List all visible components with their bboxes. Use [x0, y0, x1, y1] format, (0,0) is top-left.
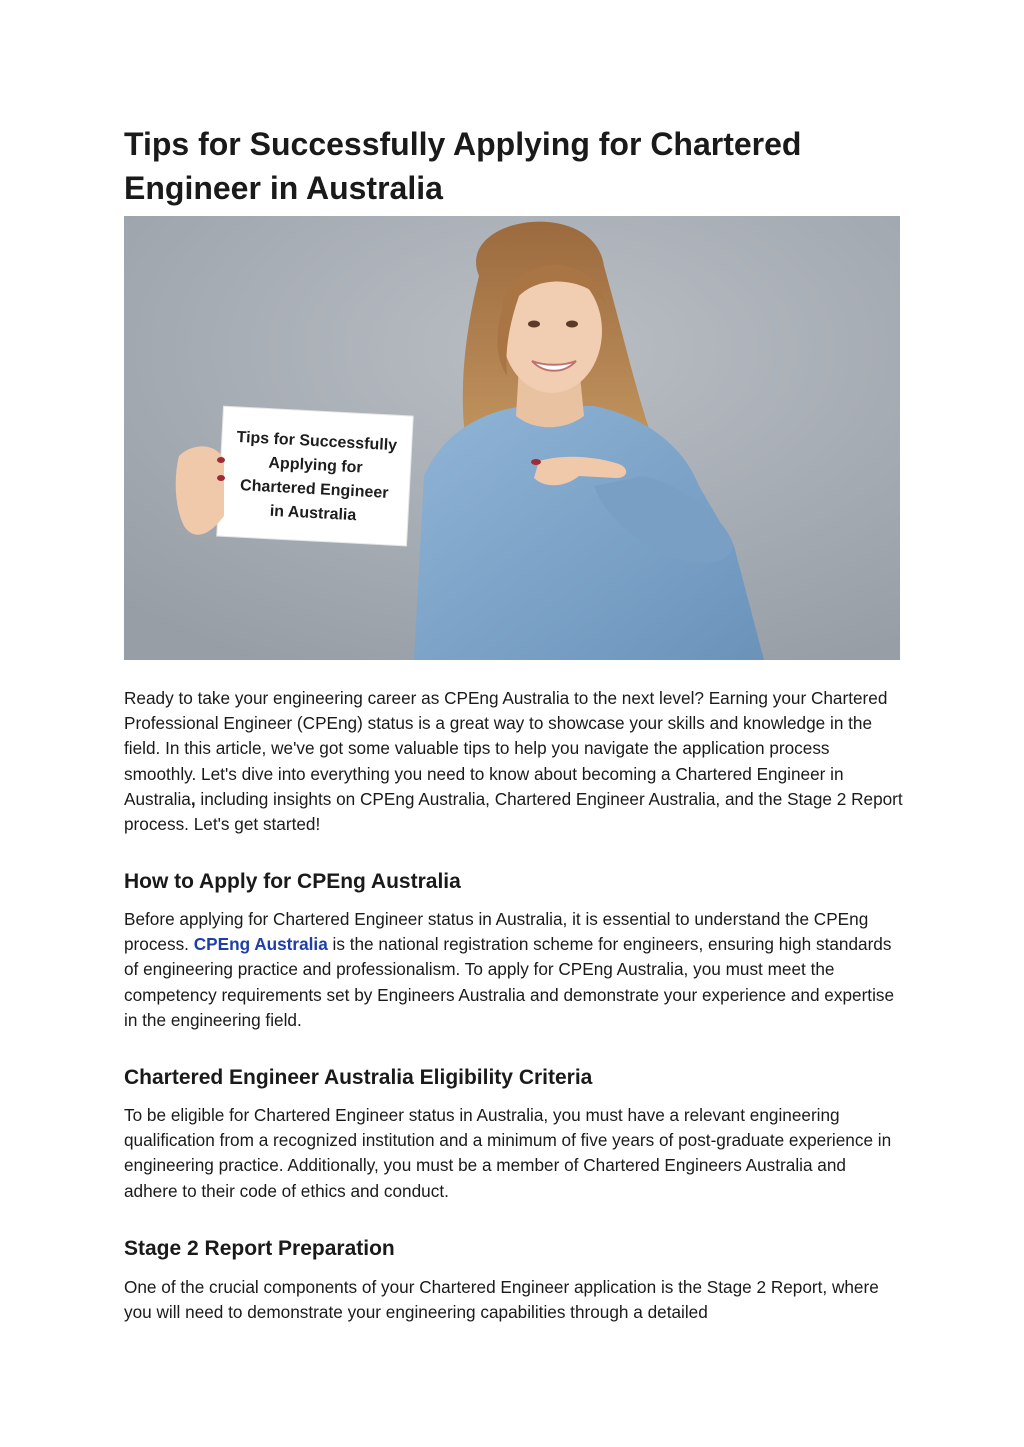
hero-sign-line: Chartered Engineer [239, 477, 389, 502]
cpeng-australia-link[interactable]: CPEng Australia [193, 934, 328, 955]
section-heading: How to Apply for CPEng Australia [124, 870, 461, 893]
hero-image [124, 216, 900, 660]
hero-sign-line: Tips for Successfully [236, 428, 398, 455]
intro-text-b: including insights on CPEng Australia, Chartered Engineer Australia, and the Stage 2 Report process. Let's get started! [124, 788, 903, 835]
section-paragraph: One of the crucial components of your Chartered Engineer application is the Stage 2 Report, where you will need to demonstrate your engineering capabilities through a detailed [124, 1277, 879, 1323]
hero-sign-line: in Australia [269, 502, 357, 525]
article-title: Tips for Successfully Applying for Chartered Engineer in Australia [124, 126, 802, 206]
section-heading: Stage 2 Report Preparation [124, 1237, 395, 1260]
intro-paragraph [124, 686, 904, 837]
section-text: Before applying for Chartered Engineer status in Australia, it is essential to understand the CPEng process. [124, 909, 869, 955]
hero-illustration [124, 216, 900, 660]
hero-sign-line: Applying for [268, 454, 364, 477]
section-heading: Chartered Engineer Australia Eligibility Criteria [124, 1066, 593, 1089]
section-paragraph: To be eligible for Chartered Engineer status in Australia, you must have a relevant engineering qualification from a recognized institution and a minimum of five years of post-graduate experience in engineering practice. Additionally, you must be a member of Chartered Engineers Australia and adhere to their code of ethics and conduct. [124, 1105, 892, 1201]
intro-comma: , [190, 788, 196, 809]
intro-text-a: Ready to take your engineering career as CPEng Australia to the next level? Earning your Chartered Professional Engineer (CPEng) status is a great way to showcase your skills and knowledge in the field. In this article, we've got some valuable tips to help you navigate the application process smoothly. Let's dive into everything you need to know about becoming a Chartered Engineer in Australia [124, 688, 888, 809]
section-text: is the national registration scheme for engineers, ensuring high standards of engineering practice and professionalism. To apply for CPEng Australia, you must meet the competency requirements set by Engineers Australia and demonstrate your experience and expertise in the engineering field. [124, 934, 895, 1030]
section-paragraph [124, 907, 904, 1033]
